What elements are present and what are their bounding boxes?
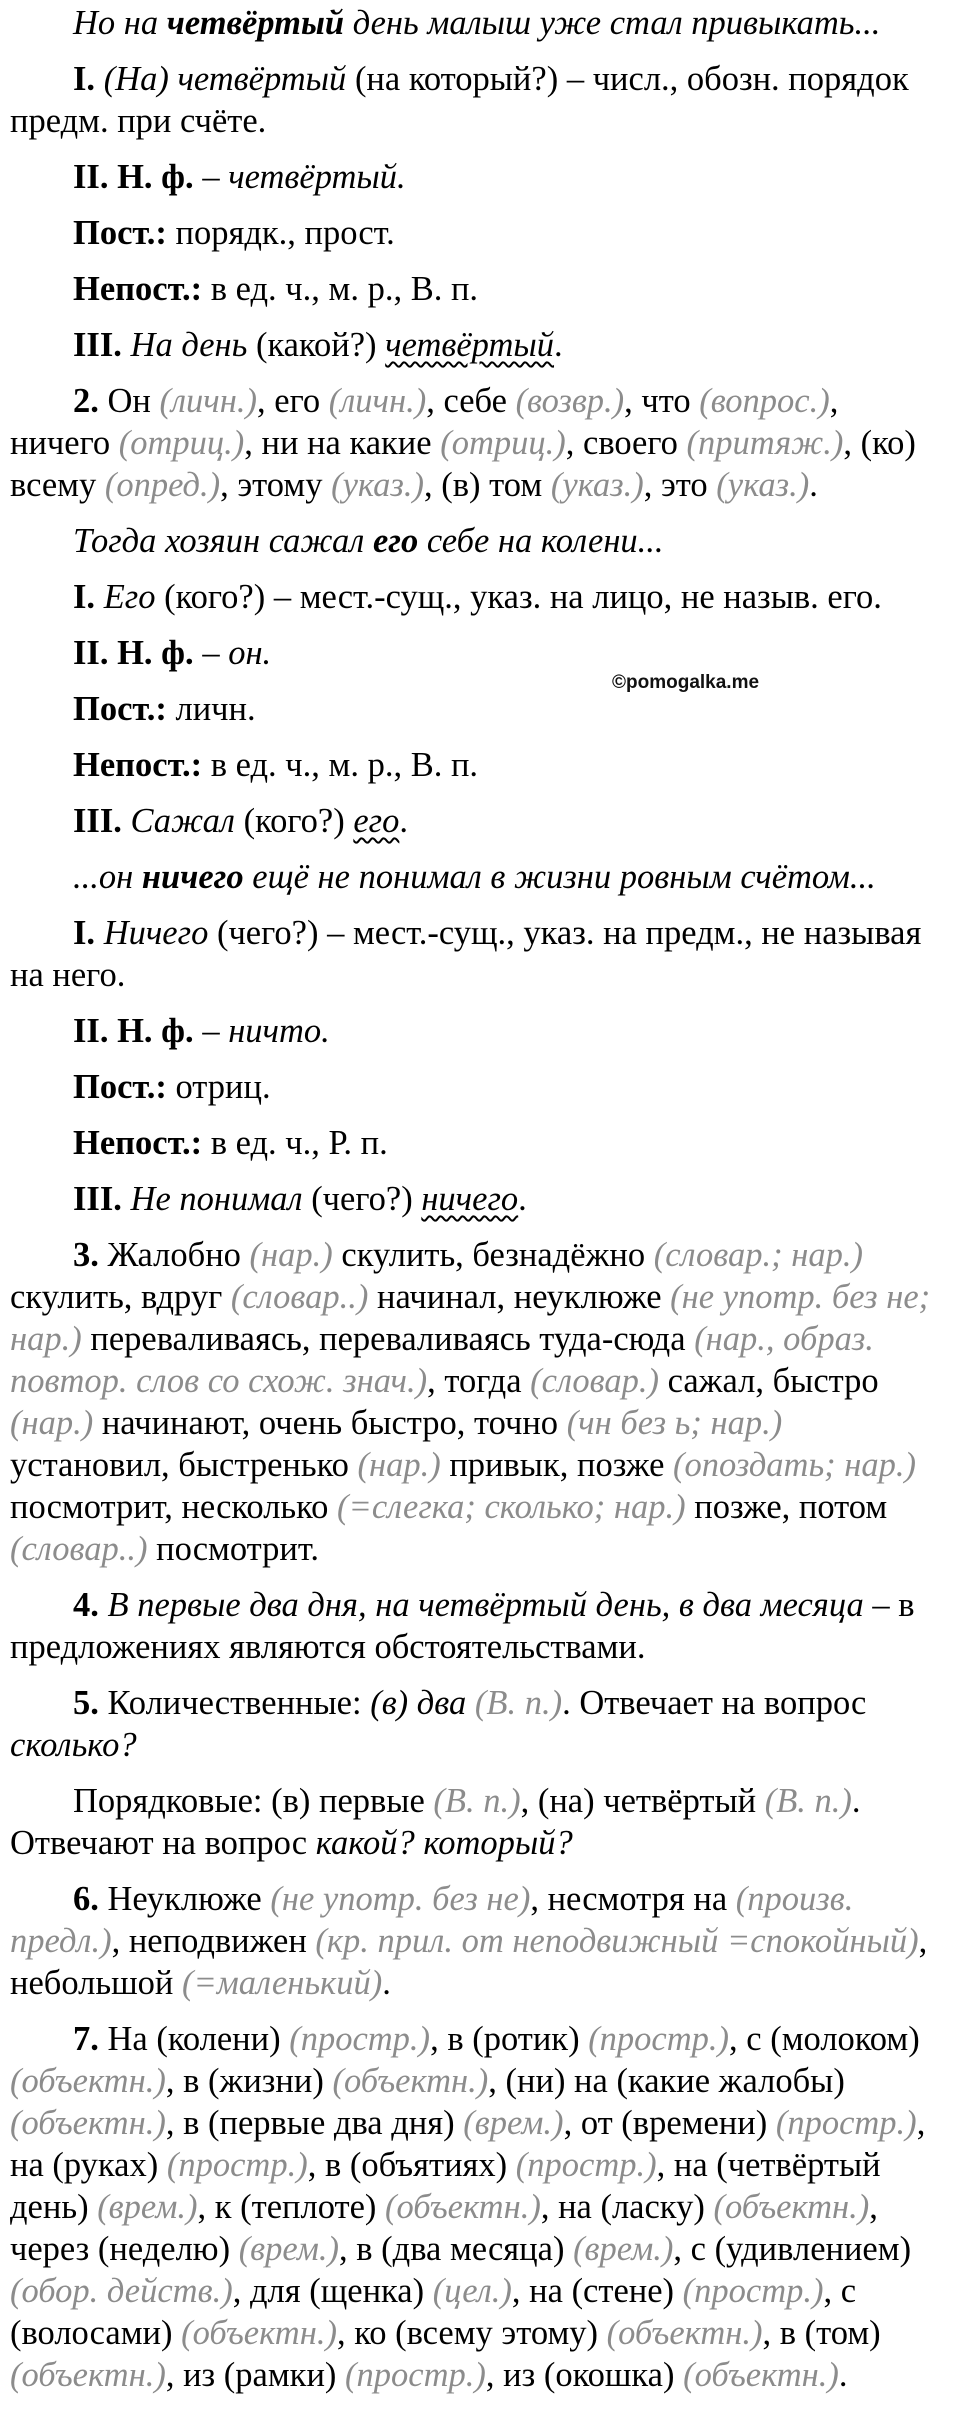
task-number: 5. (73, 1684, 99, 1722)
grammar-note: (врем.) (238, 2230, 339, 2268)
text-fragment: . (382, 1964, 391, 2002)
text-fragment: , в (два месяца) (339, 2230, 574, 2268)
text-fragment: , своего (565, 424, 687, 462)
initial-form: – четвёртый. (193, 158, 406, 196)
grammar-note: (объектн.) (713, 2188, 870, 2226)
grammar-note: (опоздать; нар.) (673, 1446, 916, 1484)
task-number: 2. (73, 382, 99, 420)
nonconstant-label: Непост.: (73, 746, 203, 784)
parse-step-1 (10, 912, 946, 996)
task-number: 4. (73, 1586, 99, 1624)
text-fragment: , от (времени) (563, 2104, 776, 2142)
text-fragment: На (колени) (98, 2020, 290, 2058)
question: (чего?) (302, 1180, 422, 1218)
question-word: сколько? (10, 1726, 137, 1764)
grammar-note: (простр.) (166, 2146, 308, 2184)
grammar-note: (объектн.) (332, 2062, 489, 2100)
step-number: I. (73, 60, 96, 98)
text-fragment: Неуклюже (98, 1880, 271, 1918)
text-fragment: сажал, быстро (659, 1362, 879, 1400)
case-note: (В. п.) (474, 1684, 563, 1722)
text-fragment: , его (257, 382, 329, 420)
text-fragment: позже, потом (685, 1488, 888, 1526)
step-label: II. Н. ф. (73, 158, 194, 196)
text-fragment: начинал, неуклюже (368, 1278, 671, 1316)
text-fragment: , ко (всему этому) (336, 2314, 607, 2352)
text-fragment: , несмотря на (530, 1880, 736, 1918)
text-fragment: , с (молоком) (729, 2020, 920, 2058)
initial-form: – ничто. (193, 1012, 330, 1050)
head-word: Не понимал (121, 1180, 303, 1218)
sentence-text: Тогда хозяин сажал (73, 522, 373, 560)
grammar-note: (объектн.) (385, 2188, 541, 2226)
parsed-word: Ничего (95, 914, 209, 952)
space (466, 1684, 475, 1722)
task-text: Количественные: (98, 1684, 371, 1722)
text-fragment: , (в) том (424, 466, 551, 504)
grammar-note: (простр.) (682, 2272, 824, 2310)
period: . (518, 1180, 527, 1218)
parse-step-2 (10, 156, 946, 198)
grammar-note: (словар.) (530, 1362, 660, 1400)
case-note: (В. п.) (433, 1782, 521, 1820)
constant-label: Пост.: (73, 1068, 167, 1106)
grammar-note: (словар..) (10, 1530, 148, 1568)
example-sentence-3 (10, 856, 946, 898)
grammar-note: (простр.) (588, 2020, 730, 2058)
step-text: (кого?) – мест.-сущ., указ. на лицо, не назыв. его. (155, 578, 882, 616)
text-fragment: , этому (220, 466, 332, 504)
text-fragment: , неподвижен (111, 1922, 316, 1960)
grammar-note: (цел.) (432, 2272, 512, 2310)
text-fragment: , ничего (10, 382, 839, 462)
grammar-note: (простр.) (515, 2146, 657, 2184)
task-7 (10, 2018, 946, 2396)
grammar-note: (нар.) (10, 1404, 94, 1442)
text-fragment: , ни на какие (244, 424, 441, 462)
grammar-note: (вопрос.) (699, 382, 830, 420)
text-fragment: , на (руках) (10, 2104, 926, 2184)
step-text: (на который?) – числ., обозн. порядок предм. при счёте. (10, 60, 909, 140)
sentence-key-word: четвёртый (166, 4, 345, 42)
constant-value: порядк., прост. (166, 214, 395, 252)
grammar-note: (простр.) (345, 2356, 486, 2394)
parsed-word: Его (95, 578, 156, 616)
constant-label: Пост.: (73, 214, 167, 252)
grammar-note: (объектн.) (10, 2062, 166, 2100)
grammar-note: (простр.) (775, 2104, 917, 2142)
task-number: 6. (73, 1880, 99, 1918)
grammar-note: (объектн.) (10, 2356, 166, 2394)
nonconstant-value: в ед. ч., м. р., В. п. (202, 746, 479, 784)
grammar-note: (=слегка; сколько; нар.) (337, 1488, 686, 1526)
grammar-note: (опред.) (104, 466, 221, 504)
text-fragment: установил, быстренько (10, 1446, 358, 1484)
parse-step-2 (10, 1010, 946, 1052)
period: . (554, 326, 563, 364)
parse-nonconstant (10, 744, 946, 786)
question-word: какой? который? (315, 1824, 573, 1862)
text-fragment: , в (первые два дня) (165, 2104, 464, 2142)
task-5-ordinal (10, 1780, 946, 1864)
example-sentence-2 (10, 520, 946, 562)
text-fragment: , из (окошка) (485, 2356, 684, 2394)
head-word: Сажал (121, 802, 235, 840)
task-5 (10, 1682, 946, 1766)
step-number: III. (73, 802, 122, 840)
task-text: – в предложениях являются обстоятельствами. (10, 1586, 915, 1666)
parse-step-1 (10, 58, 946, 142)
period: . (399, 802, 408, 840)
parse-step-1 (10, 576, 946, 618)
question: (какой?) (247, 326, 386, 364)
text-fragment: переваливаясь, переваливаясь туда-сюда (81, 1320, 695, 1358)
task-number: 7. (73, 2020, 99, 2058)
underlined-word: его (353, 802, 400, 840)
task-text: , (на) четвёртый (520, 1782, 765, 1820)
text-fragment: . (809, 466, 818, 504)
text-fragment: посмотрит. (147, 1530, 319, 1568)
parsed-word: (На) четвёртый (95, 60, 347, 98)
grammar-note: (кр. прил. от неподвижный =спокойный) (315, 1922, 919, 1960)
grammar-note: (объектн.) (10, 2104, 166, 2142)
task-2 (10, 380, 946, 506)
grammar-note: (произв. предл.) (10, 1880, 854, 1960)
grammar-note: (нар.) (357, 1446, 441, 1484)
text-fragment: скулить, вдруг (10, 1278, 231, 1316)
sentence-text: ...он (73, 858, 142, 896)
task-text: . Отвечает на вопрос (562, 1684, 867, 1722)
parse-nonconstant (10, 1122, 946, 1164)
grammar-note: (нар.) (249, 1236, 333, 1274)
sentence-text: день малыш уже стал привыкать... (344, 4, 881, 42)
question: (кого?) (234, 802, 354, 840)
step-number: I. (73, 914, 96, 952)
parse-nonconstant (10, 268, 946, 310)
text-fragment: , на (ласку) (540, 2188, 714, 2226)
grammar-note: (словар..) (230, 1278, 369, 1316)
grammar-note: (возвр.) (515, 382, 625, 420)
grammar-note: (отриц.) (118, 424, 245, 462)
grammar-note: (личн.) (328, 382, 427, 420)
step-label: II. Н. ф. (73, 1012, 194, 1050)
text-fragment: , в (жизни) (165, 2062, 333, 2100)
text-fragment: , небольшой (10, 1922, 928, 2002)
text-fragment: , (ни) на (какие жалобы) (488, 2062, 845, 2100)
sentence-text: Но на (73, 4, 167, 42)
text-fragment: , на (стене) (511, 2272, 683, 2310)
parse-step-3 (10, 324, 946, 366)
parse-constant (10, 212, 946, 254)
parse-step-3 (10, 1178, 946, 1220)
task-text: . Отвечают на вопрос (10, 1782, 861, 1862)
watermark: ©pomogalka.me (612, 672, 760, 693)
text-fragment: , к (теплоте) (197, 2188, 385, 2226)
underlined-word: ничего (421, 1180, 519, 1218)
grammar-note: (врем.) (463, 2104, 564, 2142)
constant-value: отриц. (166, 1068, 271, 1106)
parse-step-3 (10, 800, 946, 842)
sentence-key-word: его (372, 522, 419, 560)
nonconstant-label: Непост.: (73, 1124, 203, 1162)
task-3 (10, 1234, 946, 1570)
text-fragment: , с (волосами) (10, 2272, 857, 2352)
grammar-note: (нар., образ. повтор. слов со схож. знач.) (10, 1320, 874, 1400)
grammar-note: (личн.) (159, 382, 257, 420)
text-fragment: , с (удивлением) (673, 2230, 912, 2268)
nonconstant-label: Непост.: (73, 270, 203, 308)
text-fragment: , в (том) (762, 2314, 881, 2352)
text-fragment: , это (643, 466, 717, 504)
constant-value: личн. (166, 690, 256, 728)
underlined-word: четвёртый (385, 326, 555, 364)
nonconstant-value: в ед. ч., м. р., В. п. (202, 270, 479, 308)
grammar-note: (не употр. без не; нар.) (10, 1278, 931, 1358)
grammar-note: (=маленький) (181, 1964, 383, 2002)
text-fragment: Он (98, 382, 160, 420)
text-fragment: , тогда (427, 1362, 531, 1400)
text-fragment: , в (ротик) (430, 2020, 589, 2058)
case-note: (В. п.) (764, 1782, 852, 1820)
grammar-note: (врем.) (573, 2230, 674, 2268)
text-fragment: , себе (426, 382, 516, 420)
grammar-note: (указ.) (550, 466, 644, 504)
grammar-note: (объектн.) (683, 2356, 839, 2394)
text-fragment: , (ко) всему (10, 424, 916, 504)
text-fragment: скулить, безнадёжно (332, 1236, 654, 1274)
step-text: (чего?) – мест.-сущ., указ. на предм., не называя на него. (10, 914, 922, 994)
grammar-note: (указ.) (331, 466, 424, 504)
parse-step-2 (10, 632, 946, 674)
constant-label: Пост.: (73, 690, 167, 728)
step-number: III. (73, 1180, 122, 1218)
nonconstant-value: в ед. ч., Р. п. (202, 1124, 388, 1162)
grammar-note: (объектн.) (606, 2314, 763, 2352)
step-number: III. (73, 326, 122, 364)
text-fragment: Жалобно (98, 1236, 250, 1274)
step-label: II. Н. ф. (73, 634, 194, 672)
sentence-key-word: ничего (141, 858, 244, 896)
task-6 (10, 1878, 946, 2004)
grammar-note: (обор. действ.) (10, 2272, 233, 2310)
grammar-note: (не употр. без не) (270, 1880, 531, 1918)
initial-form: – он. (193, 634, 272, 672)
grammar-note: (отриц.) (440, 424, 566, 462)
grammar-note: (притяж.) (686, 424, 844, 462)
circumstances-list: В первые два дня, на четвёртый день, в два месяца (98, 1586, 864, 1624)
grammar-note: (чн без ь; нар.) (566, 1404, 783, 1442)
sentence-text: ещё не понимал в жизни ровным счётом... (243, 858, 876, 896)
grammar-note: (объектн.) (181, 2314, 337, 2352)
grammar-note: (словар.; нар.) (653, 1236, 863, 1274)
text-fragment: . (838, 2356, 848, 2394)
grammar-note: (указ.) (716, 466, 810, 504)
task-text: Порядковые: (в) первые (73, 1782, 434, 1820)
sentence-text: себе на колени... (418, 522, 664, 560)
parse-constant (10, 688, 946, 730)
text-fragment: , для (щенка) (232, 2272, 433, 2310)
step-number: I. (73, 578, 96, 616)
text-fragment: , через (неделю) (10, 2188, 878, 2268)
example-sentence-1 (10, 2, 946, 44)
text-fragment: посмотрит, несколько (10, 1488, 338, 1526)
text-fragment: , из (рамки) (165, 2356, 346, 2394)
grammar-note: (простр.) (289, 2020, 431, 2058)
text-fragment: , в (объятиях) (307, 2146, 516, 2184)
task-number: 3. (73, 1236, 99, 1274)
text-fragment: привык, позже (440, 1446, 674, 1484)
head-word: На день (121, 326, 248, 364)
numeral-example: (в) два (370, 1684, 467, 1722)
text-fragment: , что (624, 382, 700, 420)
text-fragment: , на (четвёртый день) (10, 2146, 881, 2226)
parse-constant (10, 1066, 946, 1108)
task-4 (10, 1584, 946, 1668)
text-fragment: начинают, очень быстро, точно (93, 1404, 567, 1442)
grammar-note: (врем.) (97, 2188, 198, 2226)
